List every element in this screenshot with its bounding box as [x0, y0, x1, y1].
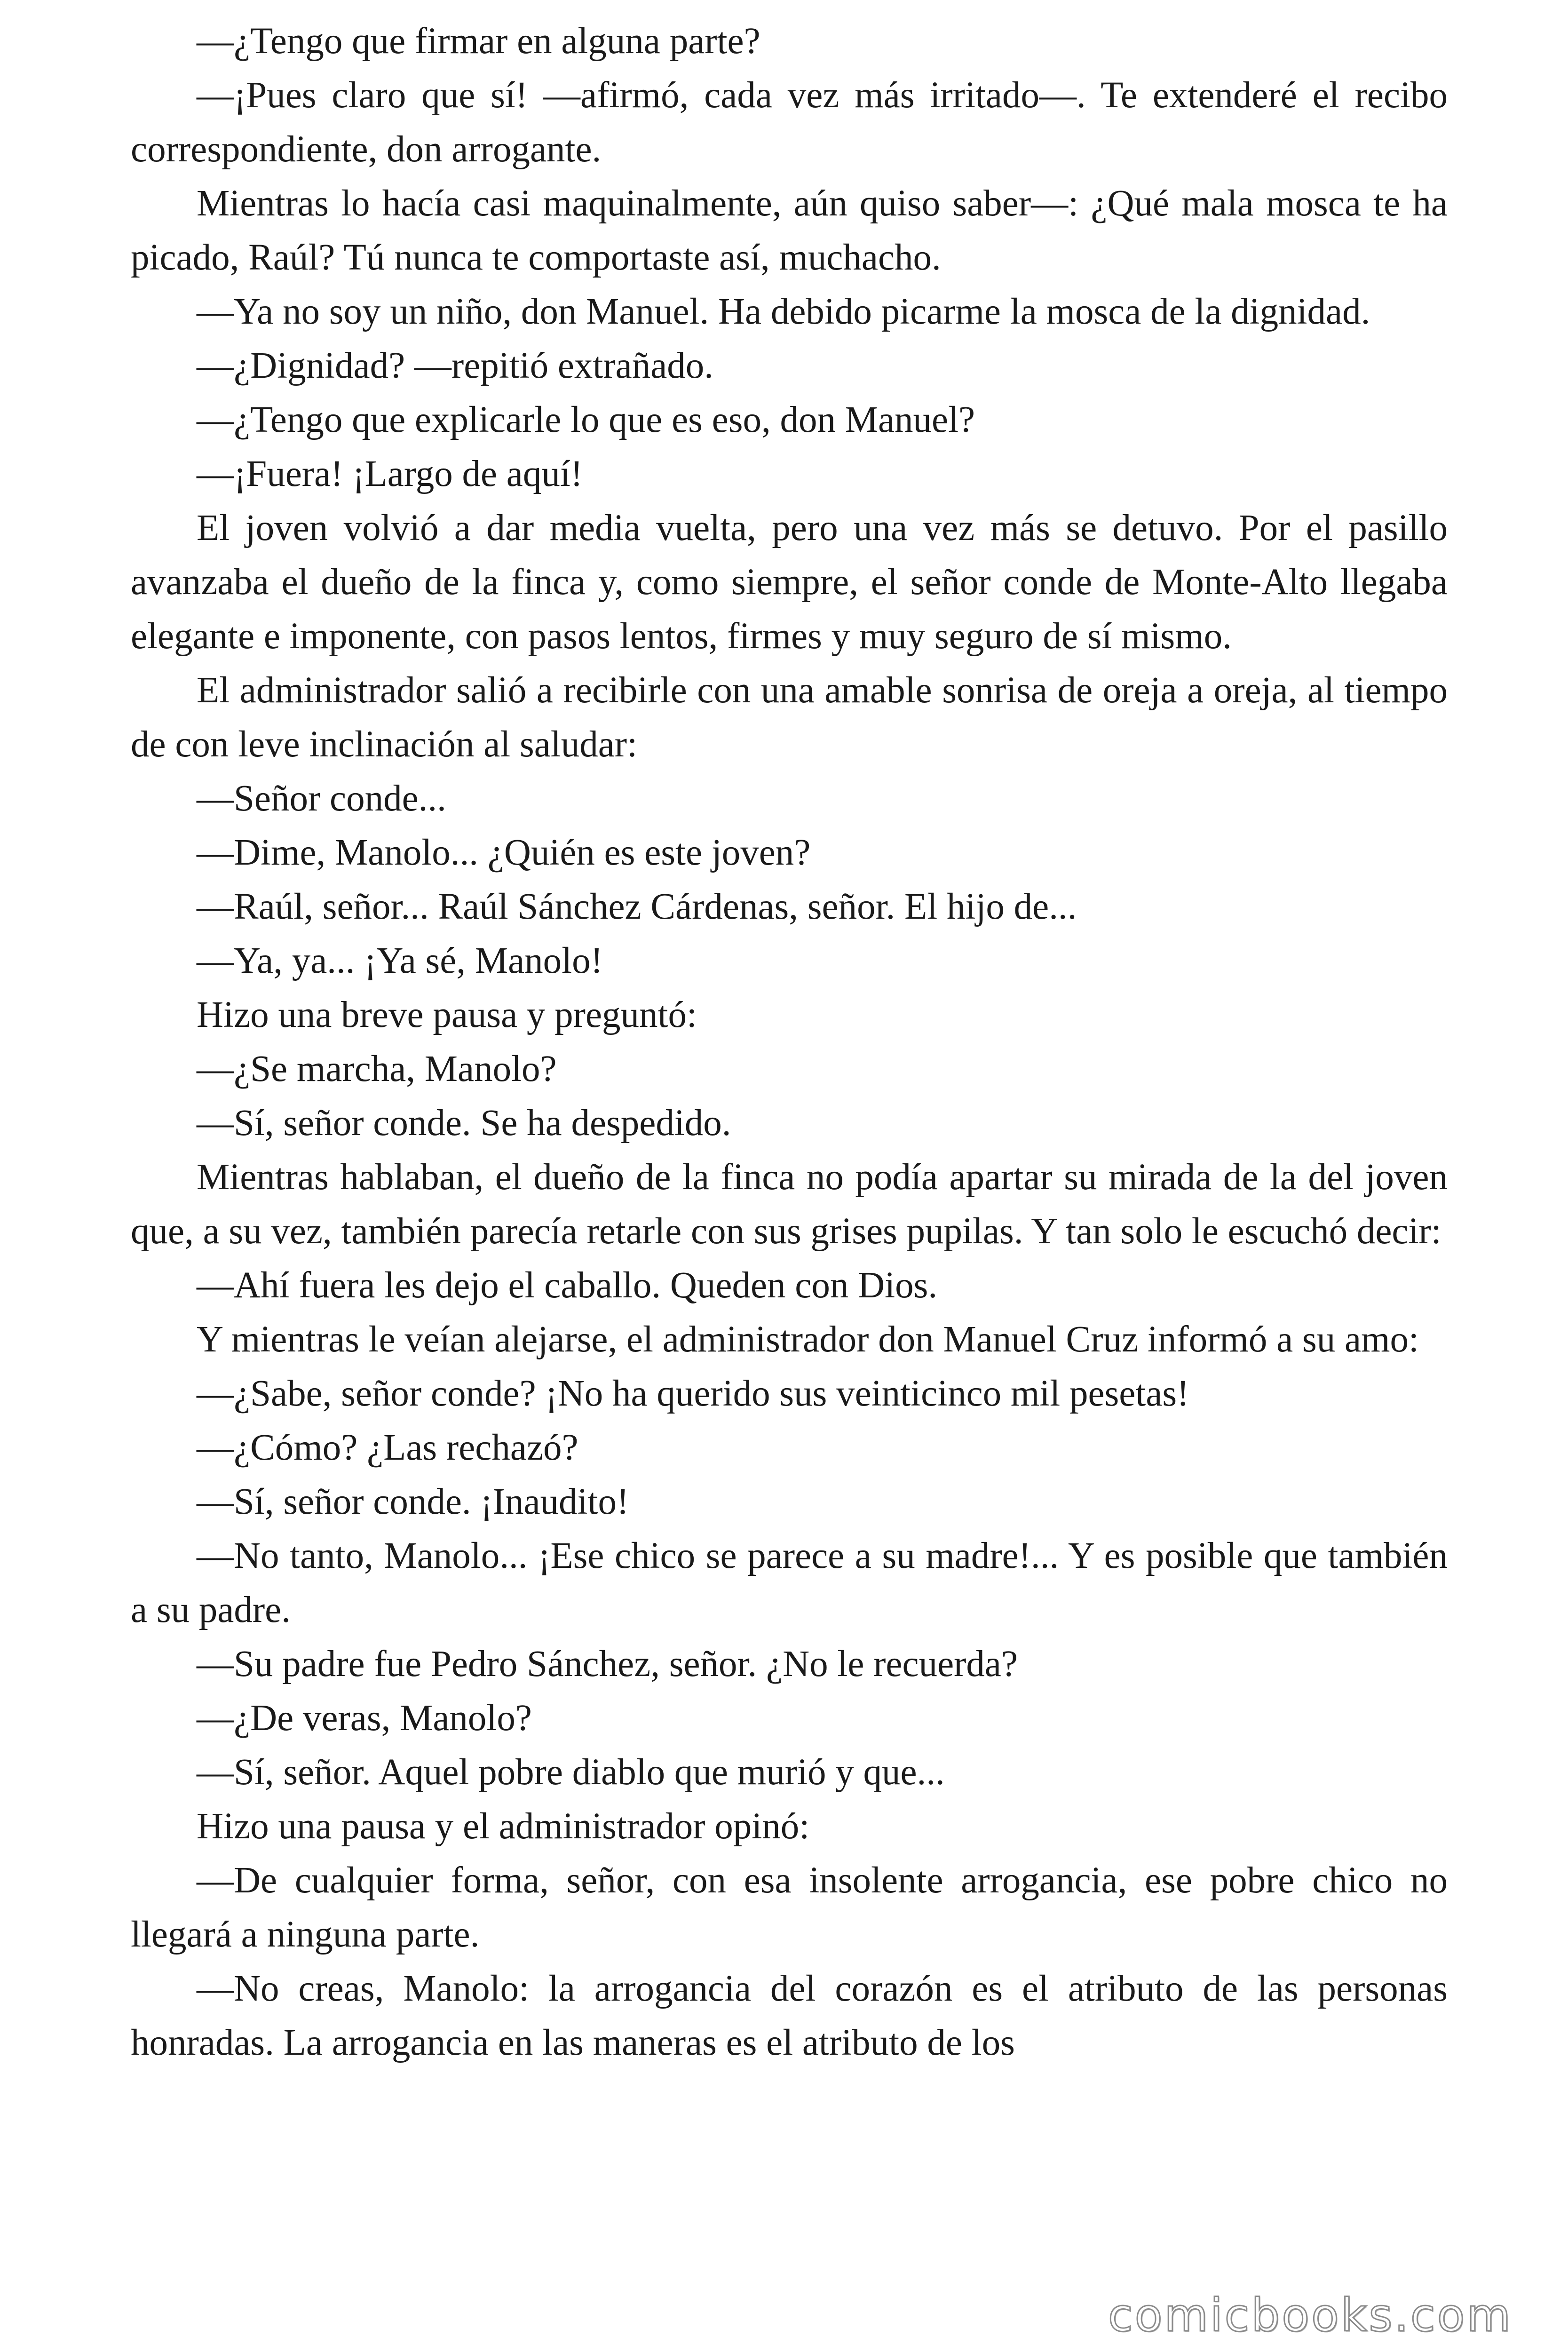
paragraph: —¡Fuera! ¡Largo de aquí!	[197, 453, 583, 494]
book-page-text	[131, 14, 1448, 2070]
paragraph: —¿Tengo que explicarle lo que es eso, don Manuel?	[197, 399, 975, 440]
paragraph: —Ahí fuera les dejo el caballo. Queden con Dios.	[197, 1265, 938, 1306]
paragraph: Hizo una pausa y el administrador opinó:	[197, 1806, 810, 1847]
paragraph: Y mientras le veían alejarse, el administrador don Manuel Cruz informó a su amo:	[197, 1319, 1419, 1360]
paragraph: —No creas, Manolo: la arrogancia del corazón es el atributo de las personas honradas. La arrogancia en las maneras es el atributo de los	[131, 1968, 1448, 2063]
paragraph: —¿Sabe, señor conde? ¡No ha querido sus veinticinco mil pesetas!	[197, 1373, 1189, 1414]
paragraph: —¿Cómo? ¿Las rechazó?	[197, 1427, 578, 1468]
paragraph: —Su padre fue Pedro Sánchez, señor. ¿No le recuerda?	[197, 1644, 1018, 1685]
paragraph: —Dime, Manolo... ¿Quién es este joven?	[197, 832, 811, 873]
paragraph: —¿Tengo que firmar en alguna parte?	[197, 21, 760, 62]
paragraph: —Sí, señor. Aquel pobre diablo que murió y que...	[197, 1752, 945, 1793]
paragraph: —Sí, señor conde. ¡Inaudito!	[197, 1481, 629, 1522]
watermark: comicbooks.com	[1108, 2289, 1513, 2342]
paragraph: —Raúl, señor... Raúl Sánchez Cárdenas, señor. El hijo de...	[197, 886, 1077, 927]
paragraph: Mientras lo hacía casi maquinalmente, aún quiso saber—: ¿Qué mala mosca te ha picado, Raúl? Tú nunca te comportaste así, muchacho.	[131, 183, 1448, 278]
paragraph: —¿Se marcha, Manolo?	[197, 1049, 557, 1089]
paragraph: —Sí, señor conde. Se ha despedido.	[197, 1103, 731, 1144]
paragraph: El administrador salió a recibirle con una amable sonrisa de oreja a oreja, al tiempo de con leve inclinación al saludar:	[131, 670, 1448, 765]
paragraph: —Señor conde...	[197, 778, 446, 819]
paragraph: —Ya, ya... ¡Ya sé, Manolo!	[197, 940, 603, 981]
paragraph: Hizo una breve pausa y preguntó:	[197, 994, 697, 1035]
paragraph: —¡Pues claro que sí! —afirmó, cada vez más irritado—. Te extenderé el recibo correspondiente, don arrogante.	[131, 75, 1448, 170]
paragraph: —De cualquier forma, señor, con esa insolente arrogancia, ese pobre chico no llegará a ninguna parte.	[131, 1860, 1448, 1955]
paragraph: —Ya no soy un niño, don Manuel. Ha debido picarme la mosca de la dignidad.	[197, 291, 1370, 332]
paragraph: —No tanto, Manolo... ¡Ese chico se parece a su madre!... Y es posible que también a su padre.	[131, 1535, 1448, 1630]
paragraph: —¿Dignidad? —repitió extrañado.	[197, 345, 714, 386]
paragraph: El joven volvió a dar media vuelta, pero una vez más se detuvo. Por el pasillo avanzaba el dueño de la finca y, como siempre, el señor conde de Monte-Alto llegaba elegante e imponente, con pasos lentos, firmes y muy seguro de sí mismo.	[131, 508, 1448, 657]
paragraph: —¿De veras, Manolo?	[197, 1698, 532, 1739]
paragraph: Mientras hablaban, el dueño de la finca no podía apartar su mirada de la del joven que, a su vez, también parecía retarle con sus grises pupilas. Y tan solo le escuchó decir:	[131, 1157, 1448, 1252]
